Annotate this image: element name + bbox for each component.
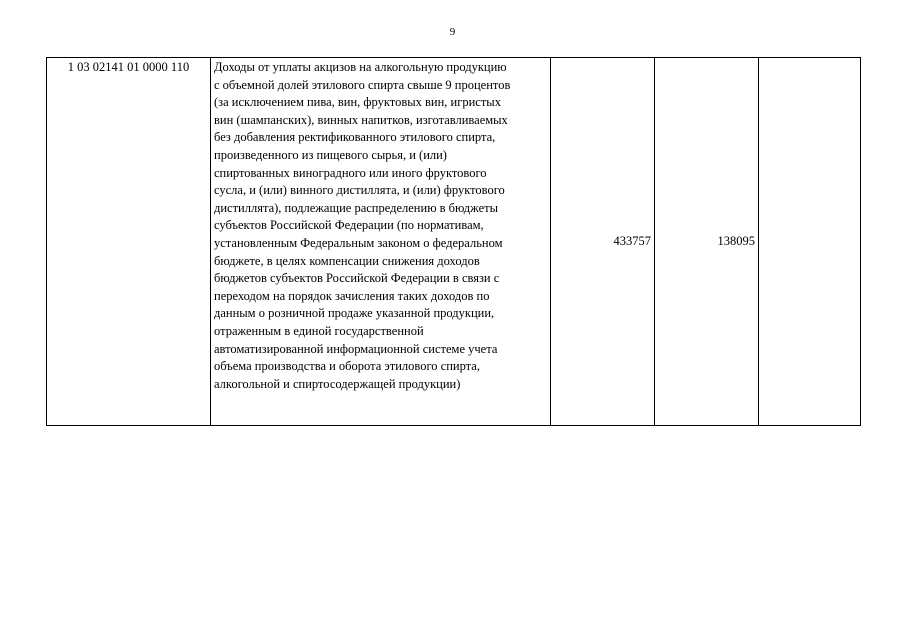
budget-table	[46, 57, 861, 426]
description-line: с объемной долей этилового спирта свыше 9 процентов	[214, 77, 511, 92]
description-line: автоматизированной информационной системе учета	[214, 341, 498, 356]
description-line: установленным Федеральным законом о федеральном	[214, 235, 503, 250]
amount-cell-1: 433757	[551, 58, 655, 426]
description-line: объема производства и оборота этилового спирта,	[214, 359, 480, 374]
description-line: вин (шампанских), винных напитков, изготавливаемых	[214, 112, 508, 127]
table-row	[47, 58, 861, 426]
description-line: переходом на порядок зачисления таких доходов по	[214, 288, 490, 303]
description-line: дистиллята), подлежащие распределению в бюджеты	[214, 200, 498, 215]
description-line: отраженным в единой государственной	[214, 323, 424, 338]
amount-cell-3	[759, 58, 861, 426]
description-line: спиртованных виноградного или иного фруктового	[214, 165, 487, 180]
amount-cell-2: 138095	[655, 58, 759, 426]
description-line: субъектов Российской Федерации (по нормативам,	[214, 218, 484, 233]
description-line: Доходы от уплаты акцизов на алкогольную продукцию	[214, 60, 507, 74]
description-line: бюджете, в целях компенсации снижения доходов	[214, 253, 480, 268]
income-description	[211, 58, 551, 426]
page-number: 9	[449, 26, 456, 38]
description-line: без добавления ректификованного этилового спирта,	[214, 130, 496, 145]
description-line: произведенного из пищевого сырья, и (или)	[214, 147, 447, 162]
description-line: алкогольной и спиртосодержащей продукции)	[214, 376, 461, 391]
description-line: бюджетов субъектов Российской Федерации в связи с	[214, 271, 500, 286]
description-line: сусла, и (или) винного дистиллята, и (или) фруктового	[214, 183, 505, 198]
description-line: (за исключением пива, вин, фруктовых вин, игристых	[214, 95, 501, 110]
budget-classification-code: 1 03 02141 01 0000 110	[47, 58, 211, 426]
description-line: данным о розничной продаже указанной продукции,	[214, 306, 495, 321]
